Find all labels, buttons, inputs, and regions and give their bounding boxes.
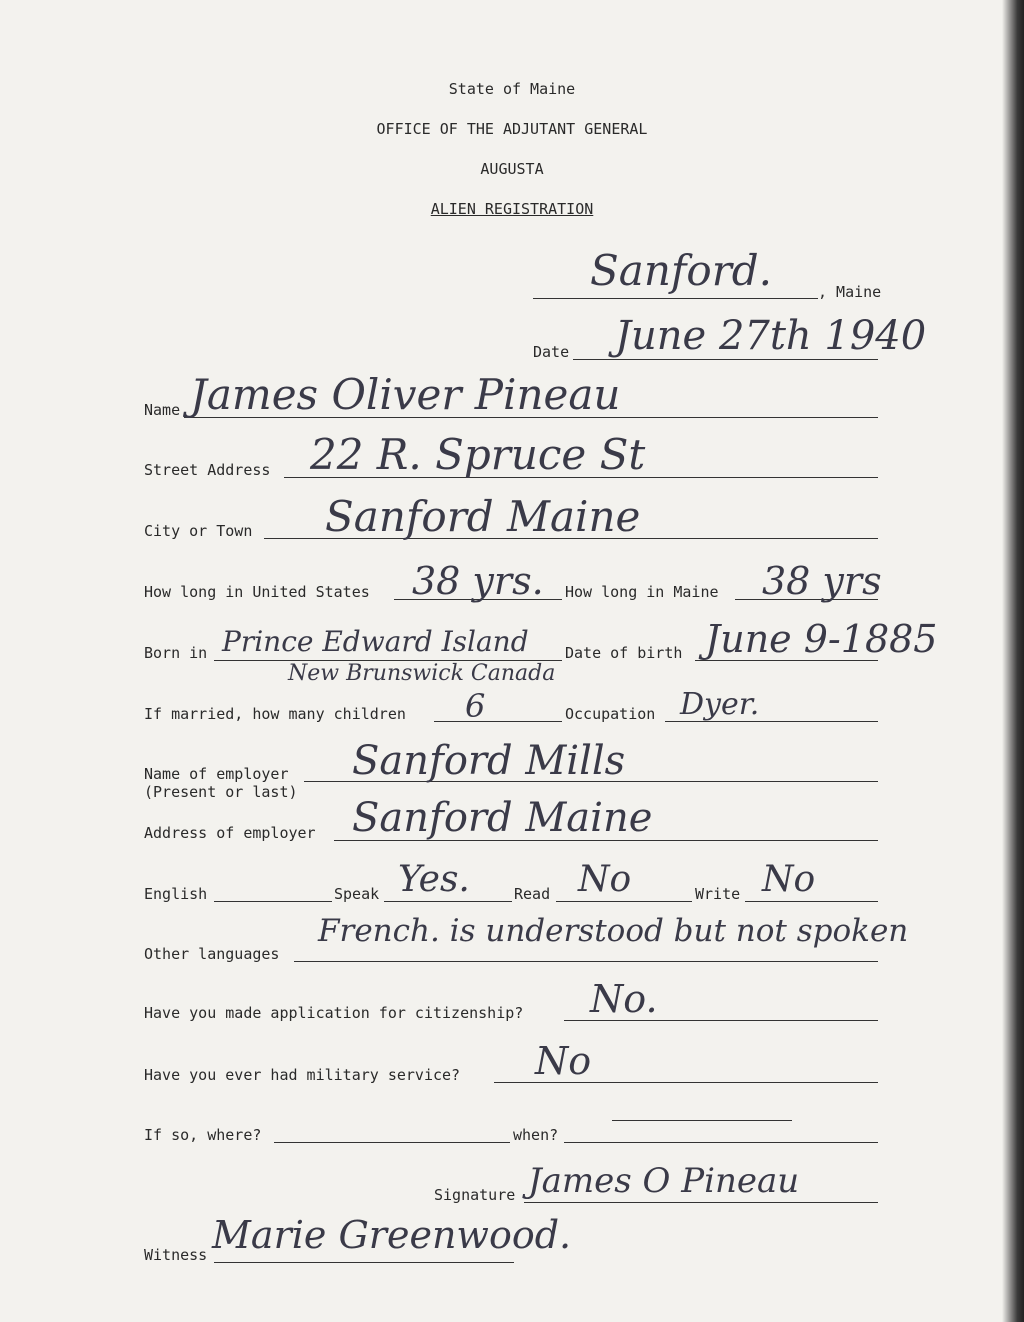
read-value: No xyxy=(578,859,632,900)
date-of-birth-label: Date of birth xyxy=(565,644,683,662)
born-in-label: Born in xyxy=(144,644,208,662)
write-label: Write xyxy=(695,885,741,903)
form-title: ALIEN REGISTRATION xyxy=(430,200,594,218)
witness-value: Marie Greenwood. xyxy=(212,1213,572,1257)
name-label: Name xyxy=(144,401,181,419)
employer-sub-label: (Present or last) xyxy=(144,783,298,801)
where-line xyxy=(274,1142,510,1143)
scan-edge-shadow xyxy=(1002,0,1024,1322)
signature-label: Signature xyxy=(434,1186,516,1204)
witness-line xyxy=(214,1262,514,1263)
occupation-value: Dyer. xyxy=(680,687,760,722)
city-town-value: Sanford Maine xyxy=(325,492,641,541)
city-town-label: City or Town xyxy=(144,522,253,540)
write-line xyxy=(745,901,878,902)
employer-address-value: Sanford Maine xyxy=(352,795,653,841)
children-label: If married, how many children xyxy=(144,705,406,723)
english-label: English xyxy=(144,885,208,903)
other-languages-line xyxy=(294,961,878,962)
state-heading: State of Maine xyxy=(448,80,576,98)
how-long-maine-value: 38 yrs xyxy=(762,559,882,603)
other-languages-label: Other languages xyxy=(144,945,280,963)
employer-label: Name of employer xyxy=(144,765,289,783)
signature-line xyxy=(524,1202,878,1203)
how-long-us-value: 38 yrs. xyxy=(412,559,544,603)
occupation-label: Occupation xyxy=(565,705,656,723)
military-value: No xyxy=(535,1039,592,1083)
when-hand-dash xyxy=(612,1120,792,1121)
english-line xyxy=(214,901,332,902)
read-label: Read xyxy=(514,885,551,903)
maine-suffix-label: , Maine xyxy=(818,283,882,301)
speak-value: Yes. xyxy=(398,859,470,900)
speak-line xyxy=(384,901,512,902)
name-value: James Oliver Pineau xyxy=(190,370,621,419)
place-line xyxy=(533,298,818,299)
witness-label: Witness xyxy=(144,1246,208,1264)
city-heading: AUGUSTA xyxy=(480,160,544,178)
signature-value: James O Pineau xyxy=(528,1161,800,1201)
employer-value: Sanford Mills xyxy=(352,738,626,784)
citizenship-label: Have you made application for citizenship? xyxy=(144,1004,524,1022)
date-line xyxy=(573,359,878,360)
street-value: 22 R. Spruce St xyxy=(310,430,646,479)
other-languages-value: French. is understood but not spoken xyxy=(318,913,909,949)
read-line xyxy=(556,901,692,902)
date-value: June 27th 1940 xyxy=(615,313,927,359)
when-line xyxy=(564,1142,878,1143)
how-long-maine-label: How long in Maine xyxy=(565,583,719,601)
where-label: If so, where? xyxy=(144,1126,262,1144)
children-value: 6 xyxy=(465,687,486,725)
children-line xyxy=(434,721,562,722)
born-in-value: Prince Edward Island xyxy=(222,625,529,658)
how-long-us-label: How long in United States xyxy=(144,583,370,601)
office-heading: OFFICE OF THE ADJUTANT GENERAL xyxy=(376,120,648,138)
born-in-note: New Brunswick Canada xyxy=(288,661,556,686)
date-label: Date xyxy=(533,343,570,361)
street-label: Street Address xyxy=(144,461,271,479)
date-of-birth-value: June 9-1885 xyxy=(705,617,938,661)
military-label: Have you ever had military service? xyxy=(144,1066,461,1084)
employer-address-label: Address of employer xyxy=(144,824,316,842)
citizenship-value: No. xyxy=(590,977,658,1021)
speak-label: Speak xyxy=(334,885,380,903)
when-label: when? xyxy=(513,1126,559,1144)
place-value: Sanford. xyxy=(590,246,773,295)
write-value: No xyxy=(762,859,816,900)
